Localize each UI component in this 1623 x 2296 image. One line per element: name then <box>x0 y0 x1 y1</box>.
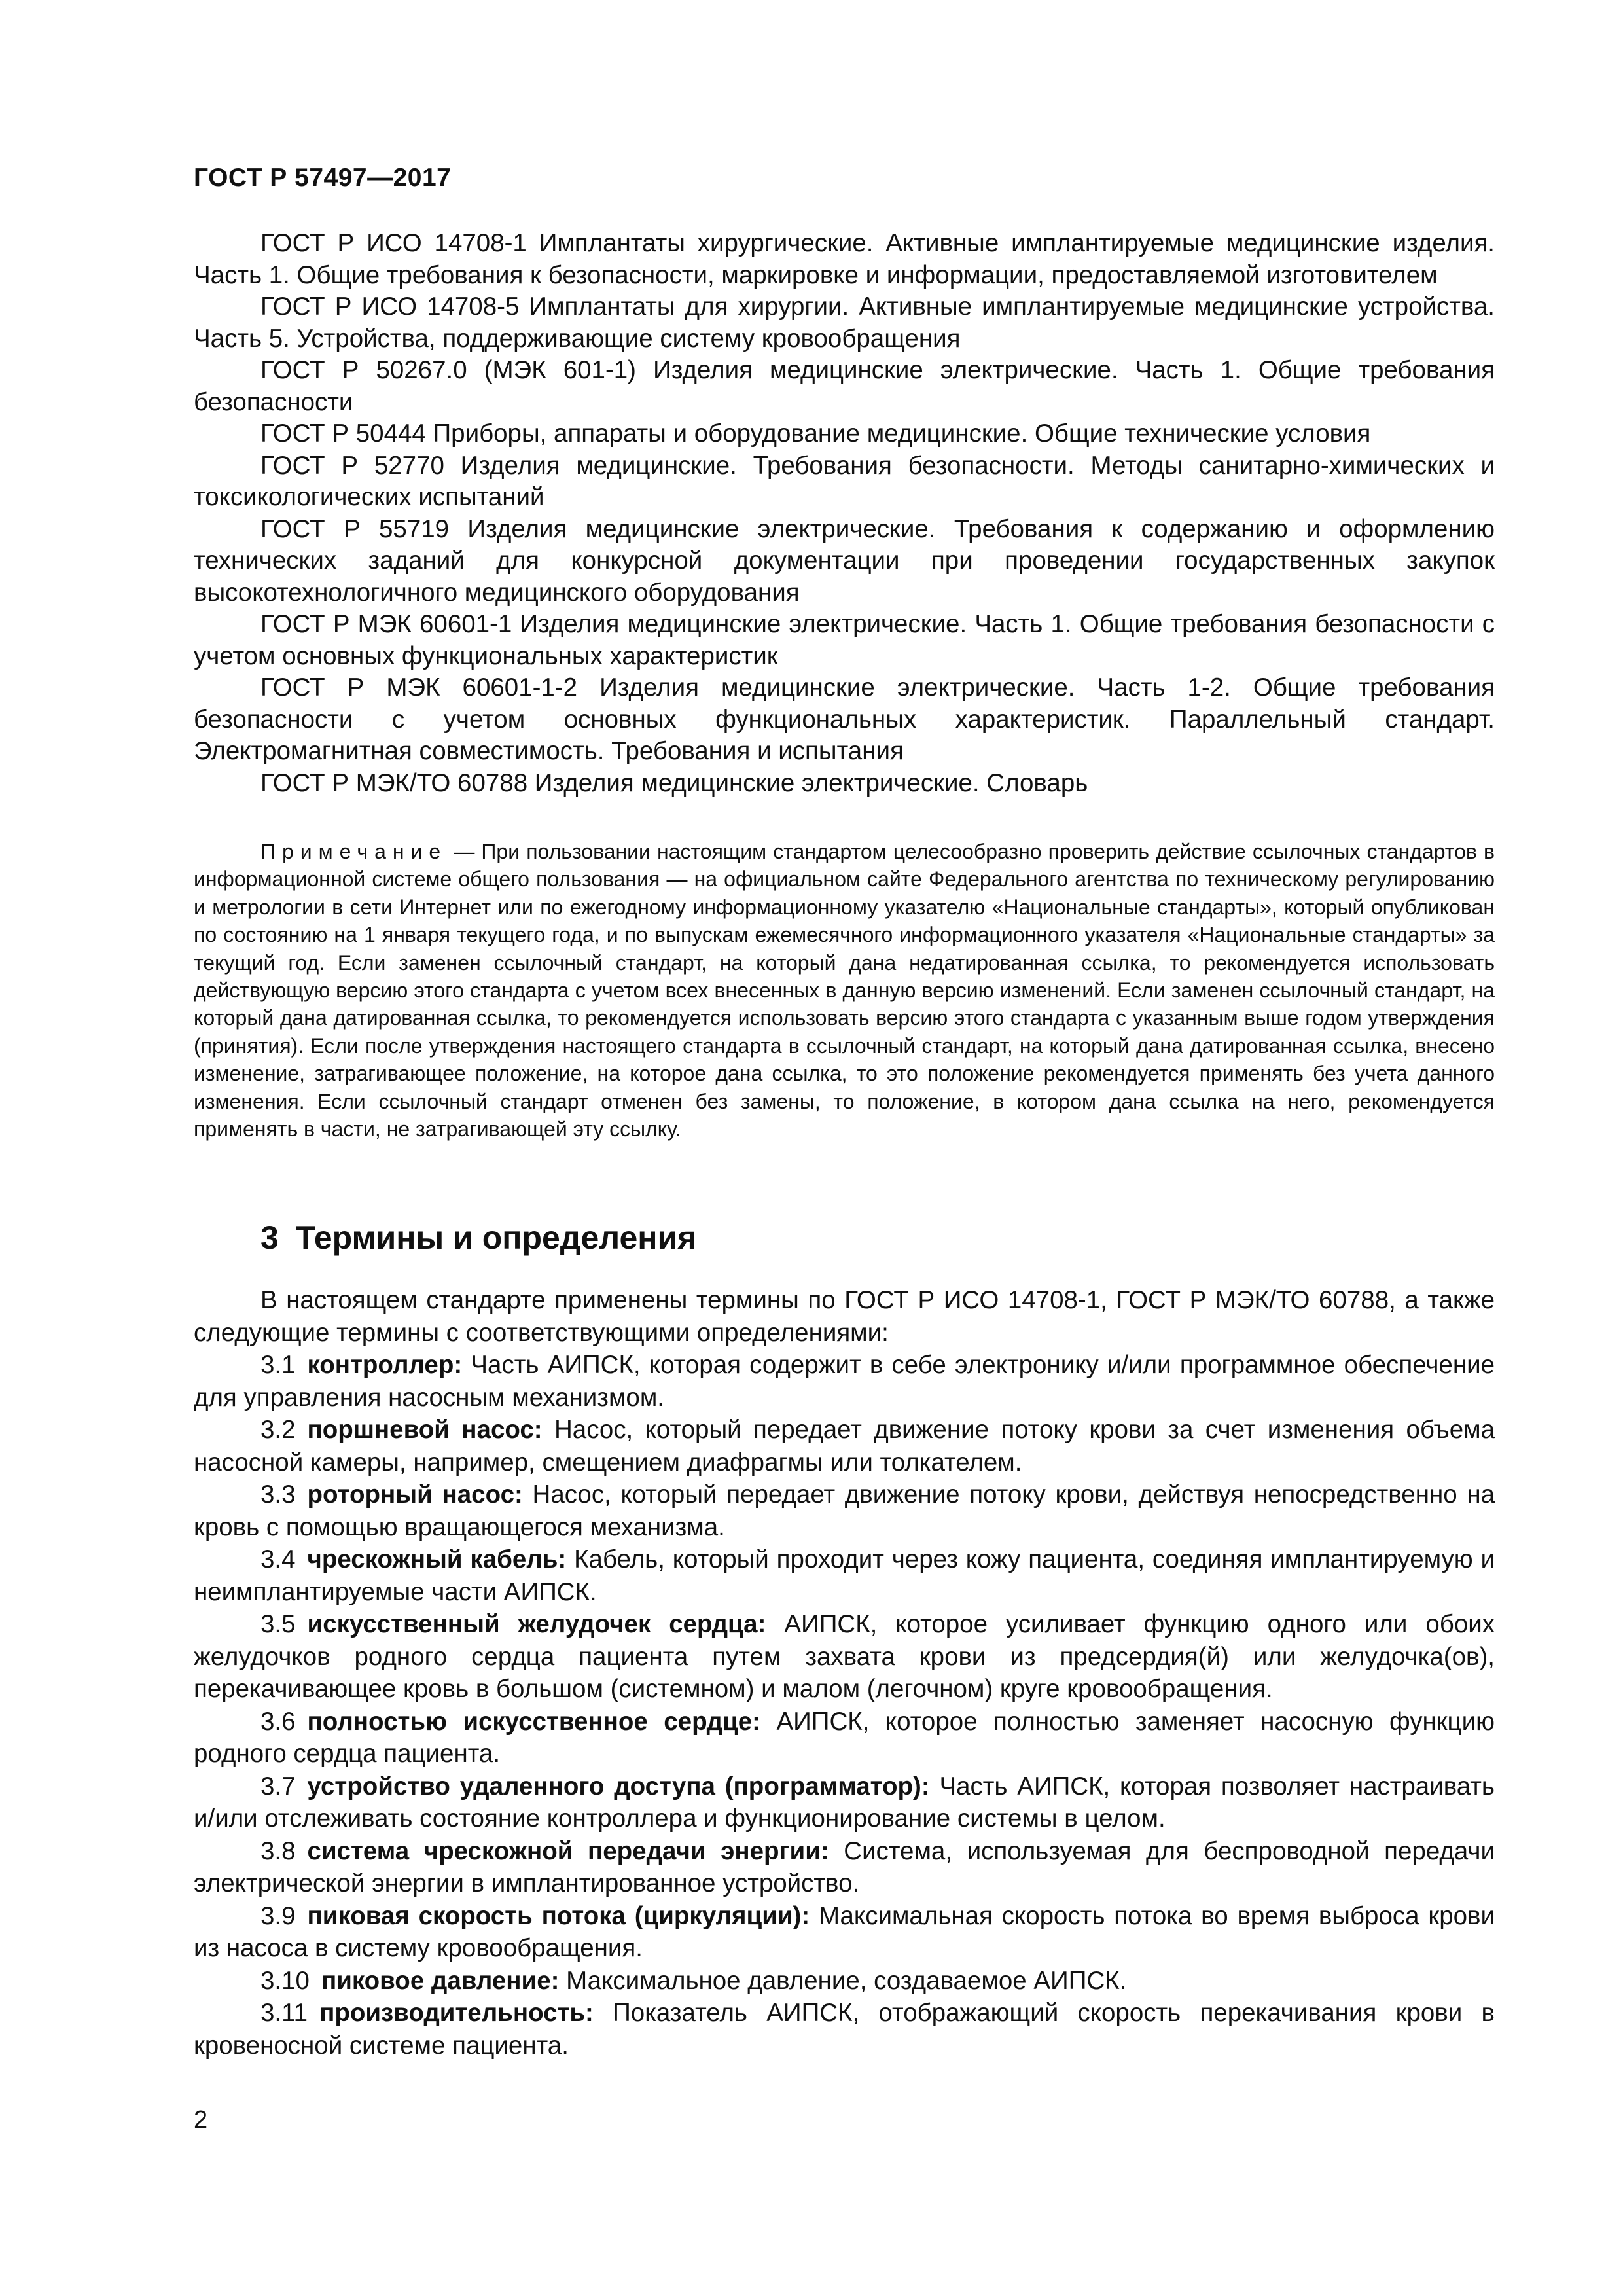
section-title: Термины и определения <box>295 1219 697 1256</box>
term-definition: Насос, который передает движение потоку крови, действуя непосредственно на кровь с помощью вращающегося механизма. <box>194 1480 1495 1541</box>
term-entry <box>194 1997 1495 2062</box>
reference-item: ГОСТ Р ИСО 14708-1 Имплантаты хирургические. Активные имплантируемые медицинские изделия. Часть 1. Общие требования к безопасности, маркировке и информации, предоставляемой изготовителем <box>194 229 1495 289</box>
term-name: чрескожный кабель: <box>307 1545 567 1573</box>
term-entry <box>194 1900 1495 1965</box>
term-name: пиковое давление: <box>321 1966 560 1995</box>
section-heading <box>260 1219 696 1257</box>
term-definition: Система, используемая для беспроводной передачи электрической энергии в имплантированное устройство. <box>194 1837 1495 1897</box>
term-definition: АИПСК, которое усиливает функцию одного или обоих желудочков родного сердца пациента путем захвата крови из предсердия(й) или желудочка(ов), перекачивающее кровь в большом (системном) и малом (легочном) круге кровообращения. <box>194 1610 1495 1703</box>
term-definition: Кабель, который проходит через кожу пациента, соединяя имплантируемую и неимплантируемые части АИПСК. <box>194 1545 1495 1606</box>
term-name: искусственный желудочек сердца: <box>307 1610 766 1638</box>
reference-item: ГОСТ Р ИСО 14708-5 Имплантаты для хирургии. Активные имплантируемые медицинские устройства. Часть 5. Устройства, поддерживающие систему кровообращения <box>194 293 1495 353</box>
reference-item: ГОСТ Р МЭК 60601-1 Изделия медицинские электрические. Часть 1. Общие требования безопасности с учетом основных функциональных характеристик <box>194 610 1495 670</box>
term-definition: Показатель АИПСК, отображающий скорость перекачивания крови в кровеносной системе пациента. <box>194 1999 1495 2060</box>
term-number: 3.10 <box>260 1966 310 1995</box>
note-block <box>194 838 1495 1143</box>
term-name: устройство удаленного доступа (программатор): <box>307 1772 930 1801</box>
term-definition: АИПСК, которое полностью заменяет насосную функцию родного сердца пациента. <box>194 1707 1495 1768</box>
terms-list <box>194 1284 1495 2062</box>
term-entry <box>194 1835 1495 1900</box>
term-number: 3.9 <box>260 1901 296 1930</box>
term-name: поршневой насос: <box>307 1416 543 1444</box>
section-intro: В настоящем стандарте применены термины по ГОСТ Р ИСО 14708-1, ГОСТ Р МЭК/ТО 60788, а также следующие термины с соответствующими определениями: <box>194 1286 1495 1347</box>
term-number: 3.6 <box>260 1707 296 1736</box>
reference-item: ГОСТ Р МЭК 60601-1-2 Изделия медицинские электрические. Часть 1-2. Общие требования безопасности с учетом основных функциональных характеристик. Параллельный стандарт. Электромагнитная совместимость. Требования и испытания <box>194 673 1495 765</box>
term-name: пиковая скорость потока (циркуляции): <box>307 1901 810 1930</box>
term-number: 3.11 <box>260 1999 308 2027</box>
term-definition: Часть АИПСК, которая позволяет настраивать и/или отслеживать состояние контроллера и функционирование системы в целом. <box>194 1772 1495 1833</box>
reference-item: ГОСТ Р МЭК/ТО 60788 Изделия медицинские электрические. Словарь <box>260 768 1088 797</box>
reference-item: ГОСТ Р 55719 Изделия медицинские электрические. Требования к содержанию и оформлению технических заданий для конкурсной документации при проведении государственных закупок высокотехнологичного медицинского оборудования <box>194 514 1495 607</box>
term-name: контроллер: <box>307 1351 463 1379</box>
section-number: 3 <box>260 1219 279 1256</box>
term-definition: Максимальное давление, создаваемое АИПСК. <box>559 1966 1127 1995</box>
term-entry <box>194 1414 1495 1479</box>
note-label: Примечание <box>260 840 448 863</box>
term-entry <box>194 1608 1495 1706</box>
term-entry <box>194 1543 1495 1608</box>
reference-item: ГОСТ Р 52770 Изделия медицинские. Требования безопасности. Методы санитарно-химических и токсикологических испытаний <box>194 451 1495 511</box>
term-entry <box>194 1706 1495 1770</box>
reference-item: ГОСТ Р 50267.0 (МЭК 601-1) Изделия медицинские электрические. Часть 1. Общие требования безопасности <box>194 356 1495 416</box>
term-name: производительность: <box>319 1999 594 2027</box>
page-number: 2 <box>194 2106 208 2134</box>
term-name: полностью искусственное сердце: <box>307 1707 760 1736</box>
term-number: 3.2 <box>260 1416 296 1444</box>
term-definition: Максимальная скорость потока во время выброса крови из насоса в систему кровообращения. <box>194 1901 1495 1962</box>
term-number: 3.5 <box>260 1610 296 1638</box>
term-number: 3.3 <box>260 1480 296 1509</box>
term-definition: Часть АИПСК, которая содержит в себе электронику и/или программное обеспечение для управления насосным механизмом. <box>194 1351 1495 1412</box>
term-entry <box>194 1965 1495 1998</box>
term-number: 3.7 <box>260 1772 296 1801</box>
normative-references <box>194 228 1495 799</box>
term-number: 3.8 <box>260 1837 296 1865</box>
note-text: — При пользовании настоящим стандартом целесообразно проверить действие ссылочных стандартов в информационной системе общего пользования — на официальном сайте Федерального агентства по техническому регулированию и метрологии в сети Интернет или по ежегодному информационному указателю «Национальные стандарты», который опубликован по состоянию на 1 января текущего года, и по выпускам ежемесячного информационного указателя «Национальные стандарты» за текущий год. Если заменен ссылочный стандарт, на который дана недатированная ссылка, то рекомендуется использовать действующую версию этого стандарта с учетом всех внесенных в данную версию изменений. Если заменен ссылочный стандарт, на который дана датированная ссылка, то рекомендуется использовать версию этого стандарта с указанным выше годом утверждения (принятия). Если после утверждения настоящего стандарта в ссылочный стандарт, на который дана датированная ссылка, внесено изменение, затрагивающее положение, на которое дана ссылка, то это положение рекомендуется применять без учета данного изменения. Если ссылочный стандарт отменен без замены, то положение, в котором дана ссылка на него, рекомендуется применять в части, не затрагивающей эту ссылку. <box>194 840 1495 1141</box>
term-entry <box>194 1770 1495 1835</box>
term-name: система чрескожной передачи энергии: <box>307 1837 829 1865</box>
term-name: роторный насос: <box>307 1480 523 1509</box>
term-entry <box>194 1479 1495 1543</box>
term-definition: Насос, который передает движение потоку крови за счет изменения объема насосной камеры, например, смещением диафрагмы или толкателем. <box>194 1416 1495 1477</box>
term-number: 3.1 <box>260 1351 296 1379</box>
term-entry <box>194 1349 1495 1414</box>
term-number: 3.4 <box>260 1545 296 1573</box>
reference-item: ГОСТ Р 50444 Приборы, аппараты и оборудование медицинские. Общие технические условия <box>260 420 1371 448</box>
document-header: ГОСТ Р 57497—2017 <box>194 164 452 192</box>
note-paragraph <box>194 838 1495 1143</box>
